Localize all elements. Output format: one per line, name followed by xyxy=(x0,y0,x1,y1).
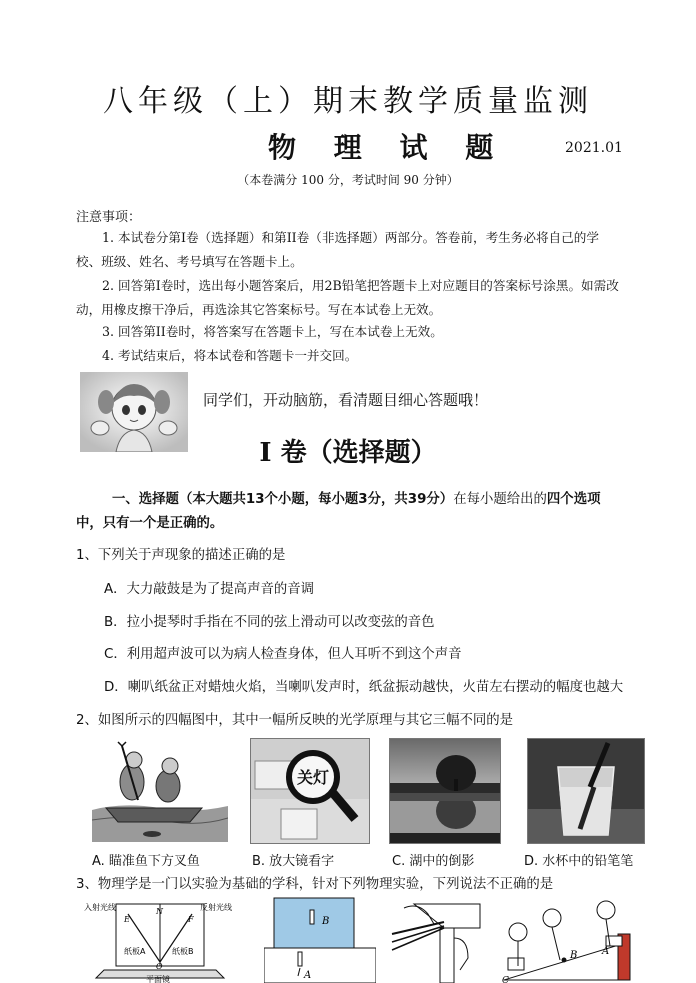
q2-caption-c: C. 湖中的倒影 xyxy=(392,854,475,869)
label-point-a: A xyxy=(602,946,610,957)
magnifier-text: 关灯 xyxy=(296,768,330,787)
instruction-part2: 在每小题给出的 xyxy=(453,492,547,507)
section-instruction xyxy=(76,488,626,536)
figure-b-magnifier xyxy=(250,738,370,844)
instruction-part1: 一、选择题（本大题共13个小题，每小题3分，共39分） xyxy=(112,492,454,507)
label-f: F xyxy=(188,915,194,924)
question-3-stem: 3、物理学是一门以实验为基础的学科，针对下列物理实验，下列说法不正确的是 xyxy=(76,877,554,892)
figure-c-lake-reflection xyxy=(389,738,501,844)
label-candle-a: A xyxy=(304,970,312,981)
figure-d-pencil-in-water xyxy=(527,738,645,844)
q1-option-c: C．利用超声波可以为病人检查身体，但人耳听不到这个声音 xyxy=(104,647,462,662)
note-item-4: 4. 考试结束后，将本试卷和答题卡一并交回。 xyxy=(102,348,358,363)
question-1-stem: 1、下列关于声现象的描述正确的是 xyxy=(76,548,286,563)
exam-subtitle: （本卷满分 100 分，考试时间 90 分钟） xyxy=(237,173,459,187)
label-board-b: 纸板B xyxy=(172,947,194,956)
q3-figure-plane-mirror xyxy=(264,896,376,983)
q3-figure-reflection xyxy=(84,898,234,983)
exam-date: 2021.01 xyxy=(565,140,623,156)
q3-figure-incline-timers xyxy=(498,896,638,983)
note-item-3: 3. 回答第II卷时，将答案写在答题卡上，写在本试卷上无效。 xyxy=(102,324,443,339)
label-n: N xyxy=(156,907,163,916)
figure-a-spear-fishing xyxy=(92,738,228,842)
label-point-b: B xyxy=(570,950,578,961)
label-reflected-ray: 反射光线 xyxy=(200,903,232,912)
q1-option-a: A．大力敲鼓是为了提高声音的音调 xyxy=(104,582,315,597)
note-item-2: 2. 回答第I卷时，选出每小题答案后，用2B铅笔把答题卡上对应题目的答案标号涂黑。如需改动，用橡皮擦干净后，再选涂其它答案标号。写在本试卷上无效。 xyxy=(76,278,619,317)
q3-figure-ruler-vibration xyxy=(384,898,482,983)
q2-caption-a: A. 瞄准鱼下方叉鱼 xyxy=(92,854,200,869)
label-e: E xyxy=(124,915,130,924)
q2-caption-d: D. 水杯中的铅笔笔 xyxy=(524,854,634,869)
q1-option-b: B．拉小提琴时手指在不同的弦上滑动可以改变弦的音色 xyxy=(104,615,435,630)
section-title: I 卷（选择题） xyxy=(259,438,437,468)
subject-title: 物 理 试 题 xyxy=(268,131,508,164)
label-o: O xyxy=(156,962,163,971)
instruction-part3: 四个选项中，只有一个是正确的。 xyxy=(76,492,601,531)
label-mirror: 平面镜 xyxy=(146,975,170,983)
q1-option-d: D．喇叭纸盆正对蜡烛火焰，当喇叭发声时，纸盆振动越快，火苗左右摆动的幅度也越大 xyxy=(104,680,624,695)
exam-title: 八年级（上）期末教学质量监测 xyxy=(103,84,593,119)
q2-caption-b: B. 放大镜看字 xyxy=(252,854,335,869)
label-point-c: C xyxy=(502,976,509,983)
label-candle-b: B xyxy=(322,916,330,927)
notes-heading: 注意事项： xyxy=(76,210,142,225)
label-board-a: 纸板A xyxy=(124,947,146,956)
greeting-text: 同学们，开动脑筋，看清题目细心答题哦！ xyxy=(203,391,489,409)
note-item-1: 1. 本试卷分第I卷（选择题）和第II卷（非选择题）两部分。答卷前，考生务必将自己的学校、班级、姓名、考号填写在答题卡上。 xyxy=(76,230,599,269)
label-incident-ray: 入射光线 xyxy=(84,903,116,912)
question-2-stem: 2、如图所示的四幅图中，其中一幅所反映的光学原理与其它三幅不同的是 xyxy=(76,713,514,728)
